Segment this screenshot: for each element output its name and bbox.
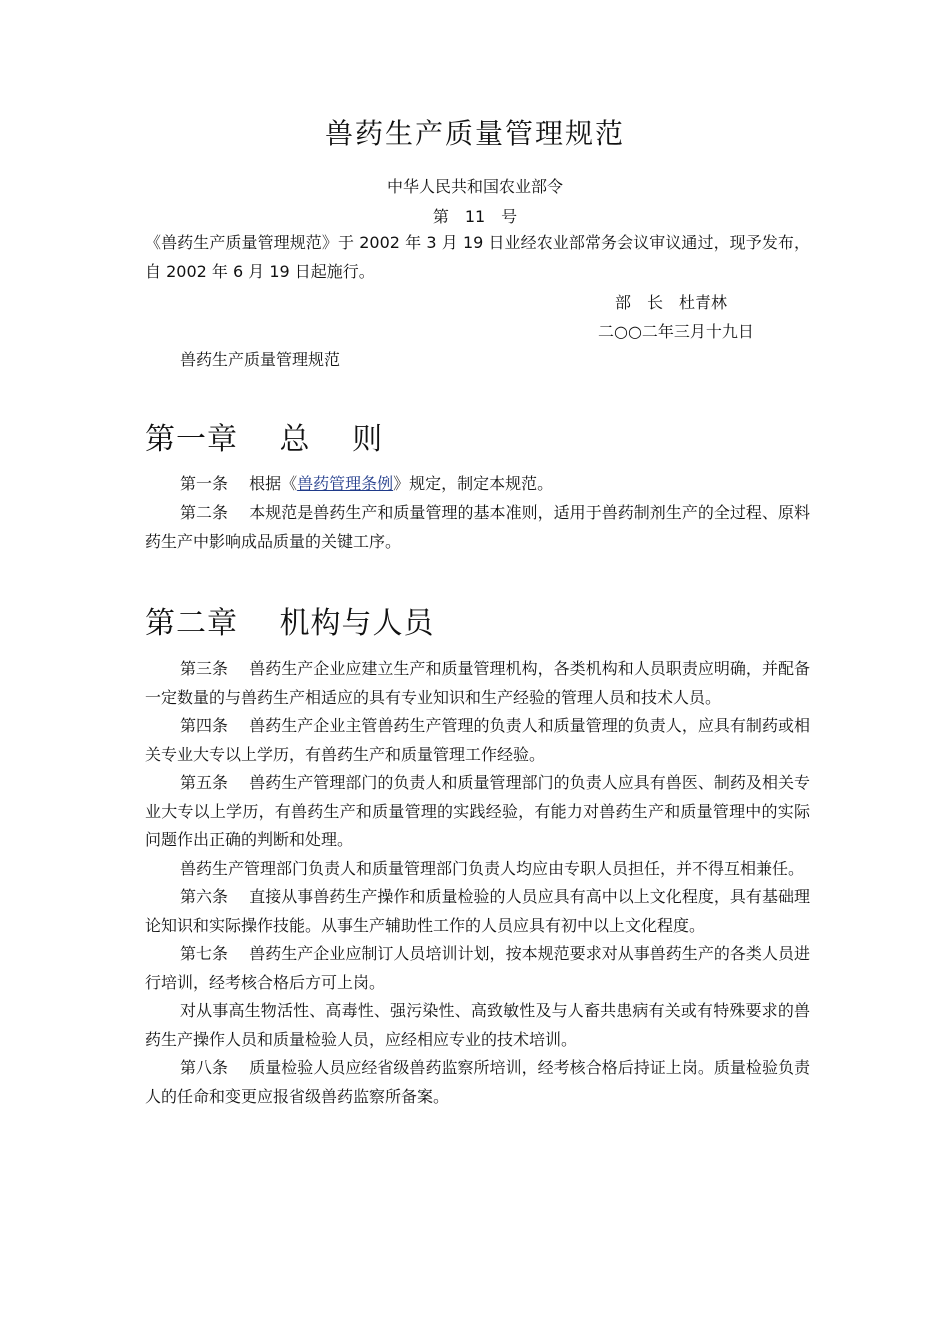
chapter-1-heading: 第一章 总 则: [145, 422, 384, 457]
decree-date: 二○○二年三月十九日: [598, 322, 754, 341]
decree-number: 第 11 号: [432, 207, 518, 226]
minister-signature: 部 长 杜青林: [615, 293, 728, 312]
article-7: 第七条 兽药生产企业应制订人员培训计划，按本规范要求对从事兽药生产的各类人员进行培训，经考核合格后方可上岗。: [145, 944, 810, 992]
article-1-suffix: 》规定，制定本规范。: [393, 474, 554, 493]
article-6: 第六条 直接从事兽药生产操作和质量检验的人员应具有高中以上文化程度，具有基础理论知识和实际操作技能。从事生产辅助性工作的人员应具有初中以上文化程度。: [145, 887, 810, 935]
article-1: [145, 470, 810, 499]
article-4: 第四条 兽药生产企业主管兽药生产管理的负责人和质量管理的负责人，应具有制药或相关专业大专以上学历，有兽药生产和质量管理工作经验。: [145, 716, 810, 764]
article-5: 第五条 兽药生产管理部门的负责人和质量管理部门的负责人应具有兽医、制药及相关专业大专以上学历，有兽药生产和质量管理的实践经验，有能力对兽药生产和质量管理中的实际问题作出正确的判断和处理。: [145, 773, 810, 849]
chapter-2-body: [145, 655, 810, 1111]
article-7-supplement: 对从事高生物活性、高毒性、强污染性、高致敏性及与人畜共患病有关或有特殊要求的兽药生产操作人员和质量检验人员，应经相应专业的技术培训。: [145, 1001, 810, 1049]
article-3: 第三条 兽药生产企业应建立生产和质量管理机构，各类机构和人员职责应明确，并配备一定数量的与兽药生产相适应的具有专业知识和生产经验的管理人员和技术人员。: [145, 659, 810, 707]
document-title: 兽药生产质量管理规范: [324, 117, 625, 150]
article-5-supplement: 兽药生产管理部门负责人和质量管理部门负责人均应由专职人员担任，并不得互相兼任。: [180, 858, 805, 878]
regulation-subtitle: 兽药生产质量管理规范: [180, 350, 341, 369]
decree-body: 《兽药生产质量管理规范》于 2002 年 3 月 19 日业经农业部常务会议审议通过，现予发布，自 2002 年 6 月 19 日起施行。: [145, 233, 810, 281]
article-2: 第二条 本规范是兽药生产和质量管理的基本准则，适用于兽药制剂生产的全过程、原料药生产中影响成品质量的关键工序。: [145, 503, 810, 551]
article-8: 第八条 质量检验人员应经省级兽药监察所培训，经考核合格后持证上岗。质量检验负责人的任命和变更应报省级兽药监察所备案。: [145, 1058, 810, 1106]
decree-issuer: 中华人民共和国农业部令: [386, 177, 563, 196]
regulation-link[interactable]: 兽药管理条例: [297, 474, 394, 493]
chapter-2-heading: 第二章 机构与人员: [145, 606, 435, 641]
article-1-prefix: 第一条 根据《: [180, 474, 298, 493]
